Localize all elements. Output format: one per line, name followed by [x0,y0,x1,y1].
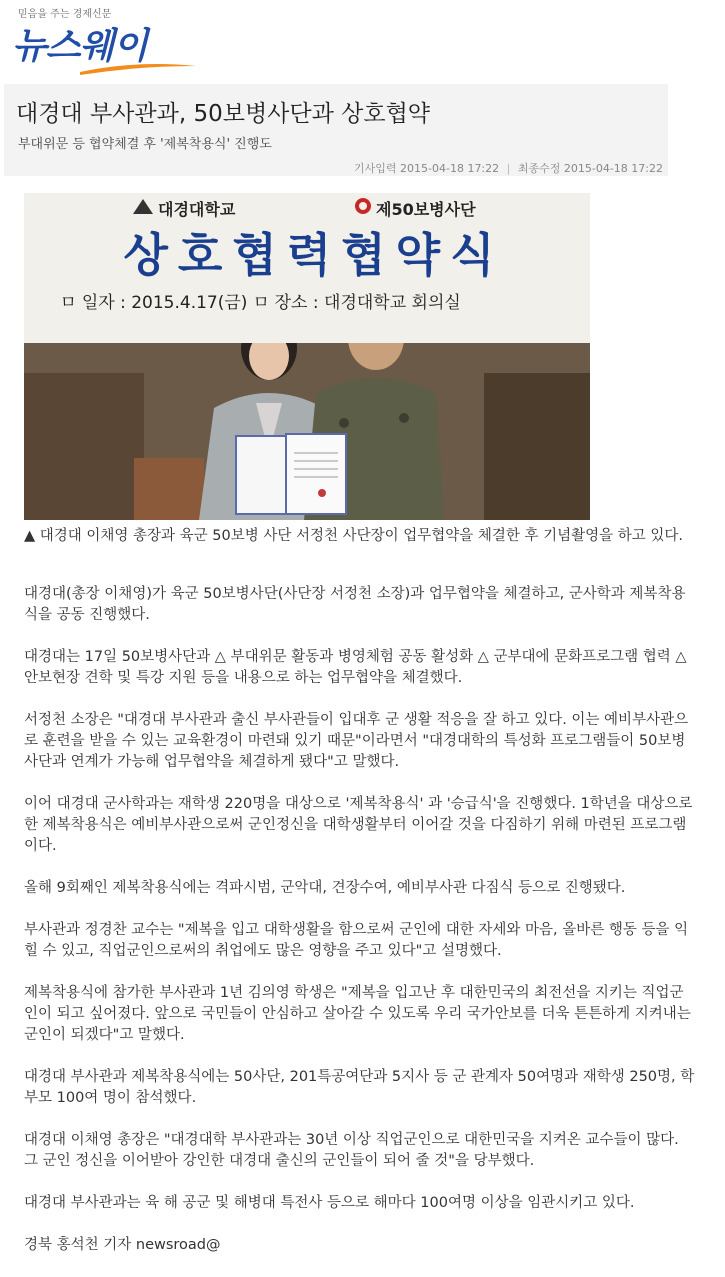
body-paragraph: 이어 대경대 군사학과는 재학생 220명을 대상으로 '제복착용식' 과 '승급식'을 진행했다. 1학년을 대상으로 한 제복착용식은 예비부사관으로써 군인정신을 대학생활부터 이어갈 것을 다짐하기 위해 마련된 프로그램이다. [24,796,693,854]
division-emblem-icon [354,197,372,215]
modified-label: 최종수정 [517,162,561,175]
logo-tagline: 믿음을 주는 경제신문 [18,9,112,20]
photo-banner [24,193,590,343]
banner-title: 상호협력협약식 [123,228,505,282]
article-byline [354,160,663,176]
article-title: 대경대 부사관과, 50보병사단과 상호협약 [16,101,430,127]
photo-caption: ▲ 대경대 이채영 총장과 육군 50보병 사단 서정천 사단장이 업무협약을 체결한 후 기념촬영을 하고 있다. [24,528,684,544]
banner-info: ㅁ 일자 : 2015.4.17(금) ㅁ 장소 : 대경대학교 회의실 [60,293,461,313]
banner-org-left: 대경대학교 [158,200,236,219]
body-paragraph: 대경대는 17일 50보병사단과 △ 부대위문 활동과 병영체험 공동 활성화 △ 군부대에 문화프로그램 협력 △ 안보현장 견학 및 특강 지원 등을 내용으로 하는 업무협약을 체결했다. [24,649,687,686]
body-paragraph: 부사관과 정경찬 교수는 "제복을 입고 대학생활을 함으로써 군인에 대한 자세와 마음, 올바른 행동 등을 익힐 수 있고, 직업군인으로써의 취업에도 많은 영향을 주고 있다"고 설명했다. [24,922,689,959]
body-paragraph: 제복착용식에 참가한 부사관과 1년 김의영 학생은 "제복을 입고난 후 대한민국의 최전선을 지키는 직업군인이 되고 싶어졌다. 앞으로 국민들이 안심하고 살아갈 수 있도록 우리 국가안보를 더욱 튼튼하게 지켜내는 군인이 되겠다"고 말했다. [24,985,691,1043]
body-paragraph: 대경대(총장 이채영)가 육군 50보병사단(사단장 서정천 소장)과 업무협약을 체결하고, 군사학과 제복착용식을 공동 진행했다. [24,586,686,623]
body-paragraph: 대경대 이채영 총장은 "대경대학 부사관과는 30년 이상 직업군인으로 대한민국을 지켜온 교수들이 많다. 그 군인 정신을 이어받아 강인한 대경대 출신의 군인들이 되어 줄 것"을 당부했다. [24,1132,679,1169]
published-date: 2015-04-18 17:22 [400,162,500,175]
body-paragraph: 서정천 소장은 "대경대 부사관과 출신 부사관들이 입대후 군 생활 적응을 잘 하고 있다. 이는 예비부사관으로 훈련을 받을 수 있는 교육환경이 마련돼 있기 때문"이라면서 "대경대학의 특성화 프로그램들이 50보병 사단과 연계가 가능해 업무협약을 체결하게 됐다"고 말했다. [24,712,689,770]
article-subtitle: 부대위문 등 협약체결 후 '제복착용식' 진행도 [18,137,272,152]
published-label: 기사입력 [354,162,397,175]
university-emblem-icon [132,197,154,215]
body-paragraph: 대경대 부사관과 제복착용식에는 50사단, 201특공여단과 5지사 등 군 관계자 50여명과 재학생 250명, 학부모 100여 명이 참석했다. [24,1069,695,1106]
reporter-byline: 경북 홍석천 기자 newsroad@ [24,1237,221,1253]
body-paragraph: 대경대 부사관과는 육 해 공군 및 해병대 특전사 등으로 해마다 100여명 이상을 임관시키고 있다. [24,1195,635,1211]
article-photo [24,193,590,520]
banner-org-right: 제50보병사단 [376,200,476,219]
logo-swoosh-icon [78,62,198,76]
byline-separator: | [506,162,511,175]
body-paragraph: 올해 9회째인 제복착용식에는 격파시범, 군악대, 견장수여, 예비부사관 다짐식 등으로 진행됐다. [24,880,626,896]
modified-date: 2015-04-18 17:22 [563,162,663,175]
site-logo[interactable]: 뉴스웨이 [12,26,148,67]
article-body [24,584,696,1277]
